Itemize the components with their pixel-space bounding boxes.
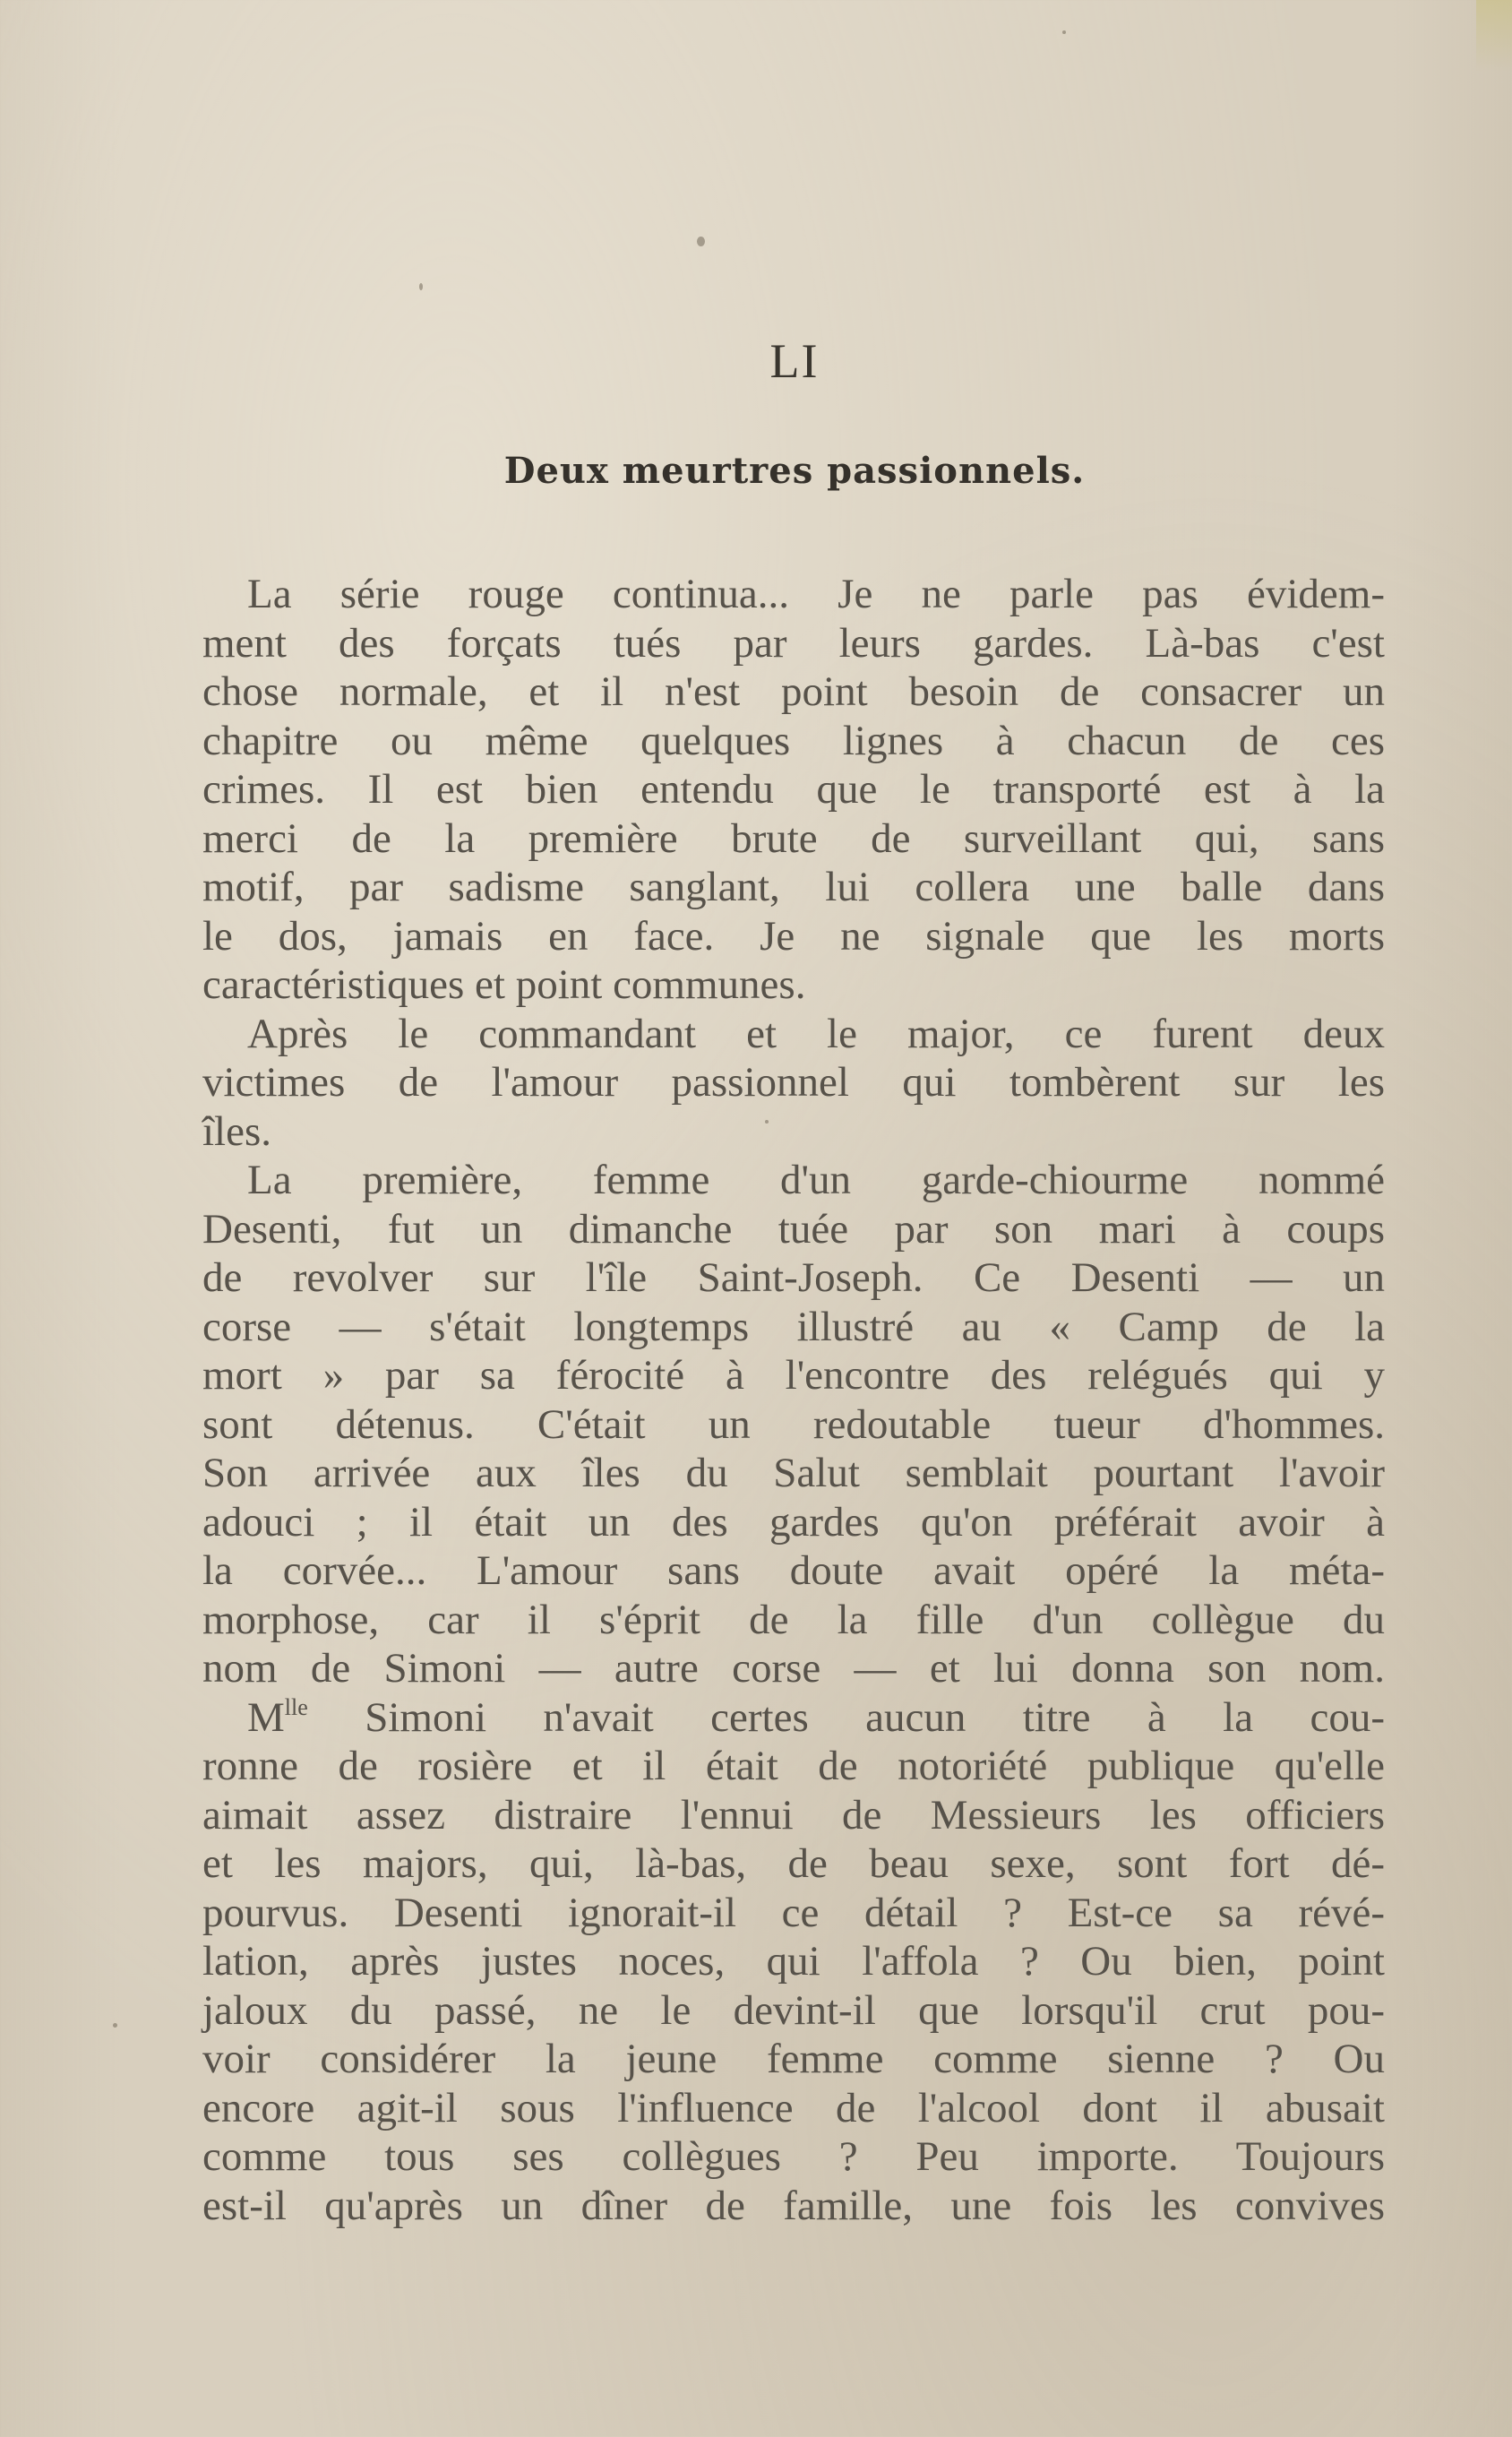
text-line: voir considérer la jeune femme comme sienne ? Ou	[202, 2036, 1385, 2082]
text-line: crimes. Il est bien entendu que le transporté est à la	[202, 766, 1385, 813]
text-line: mort » par sa férocité à l'encontre des relégués qui y	[202, 1352, 1385, 1399]
text-line: jaloux du passé, ne le devint-il que lorsqu'il crut pou-	[202, 1986, 1385, 2034]
text-line: La série rouge continua... Je ne parle pas évidem-	[247, 571, 1385, 617]
text-line: corse — s'était longtemps illustré au « Camp de la	[202, 1303, 1385, 1350]
superscript: lle	[284, 1693, 308, 1720]
chapter-number: LI	[769, 334, 820, 388]
text-line: lation, après justes noces, qui l'affola ? Ou bien, point	[202, 1938, 1385, 1985]
text-line: aimait assez distraire l'ennui de Messieurs les officiers	[202, 1791, 1385, 1839]
text-line: Après le commandant et le major, ce furent deux	[247, 1010, 1385, 1057]
text-line: merci de la première brute de surveillant qui, sans	[202, 814, 1385, 862]
text-line: Son arrivée aux îles du Salut semblait pourtant l'avoir	[202, 1450, 1385, 1496]
text-line: est-il qu'après un dîner de famille, une fois les convives	[202, 2182, 1385, 2229]
text-line	[202, 1693, 1385, 1743]
text-line: de revolver sur l'île Saint-Joseph. Ce Desenti — un	[202, 1254, 1385, 1301]
chapter-title: Deux meurtres passionnels.	[503, 450, 1086, 492]
page-corner-shade	[1476, 0, 1512, 72]
text-line: caractéristiques et point communes.	[202, 961, 806, 1008]
text-line: victimes de l'amour passionnel qui tombèrent sur les	[202, 1059, 1385, 1106]
text-line: adouci ; il était un des gardes qu'on préférait avoir à	[202, 1498, 1385, 1546]
text-line: le dos, jamais en face. Je ne signale que les morts	[202, 912, 1385, 960]
text-line: motif, par sadisme sanglant, lui collera une balle dans	[202, 864, 1385, 910]
paper-speck	[1062, 30, 1066, 34]
paper-speck	[113, 2023, 117, 2028]
text-fragment: M	[247, 1693, 285, 1741]
text-line: la corvée... L'amour sans doute avait opéré la méta-	[202, 1547, 1385, 1594]
text-line: nom de Simoni — autre corse — et lui donna son nom.	[202, 1645, 1385, 1692]
text-line: ment des forçats tués par leurs gardes. Là-bas c'est	[202, 619, 1385, 667]
text-line: pourvus. Desenti ignorait-il ce détail ? Est-ce sa révé-	[202, 1889, 1385, 1936]
text-line: encore agit-il sous l'influence de l'alcool dont il abusait	[202, 2084, 1385, 2131]
text-line: La première, femme d'un garde-chiourme nommé	[247, 1157, 1385, 1203]
text-fragment: Simoni n'avait certes aucun titre à la cou-	[307, 1693, 1385, 1741]
paper-speck	[419, 283, 423, 290]
text-line: ronne de rosière et il était de notoriété publique qu'elle	[202, 1743, 1385, 1789]
chapter-body	[202, 570, 1385, 2230]
text-line: îles.	[202, 1107, 272, 1155]
text-line: Desenti, fut un dimanche tuée par son mari à coups	[202, 1205, 1385, 1253]
text-line: et les majors, qui, là-bas, de beau sexe, sont fort dé-	[202, 1840, 1385, 1887]
text-line: morphose, car il s'éprit de la fille d'un collègue du	[202, 1596, 1385, 1643]
text-line: comme tous ses collègues ? Peu importe. Toujours	[202, 2133, 1385, 2180]
paper-speck	[697, 237, 705, 246]
text-line: chose normale, et il n'est point besoin de consacrer un	[202, 668, 1385, 715]
text-line: chapitre ou même quelques lignes à chacun de ces	[202, 717, 1385, 764]
text-line: sont détenus. C'était un redoutable tueur d'hommes.	[202, 1400, 1385, 1448]
